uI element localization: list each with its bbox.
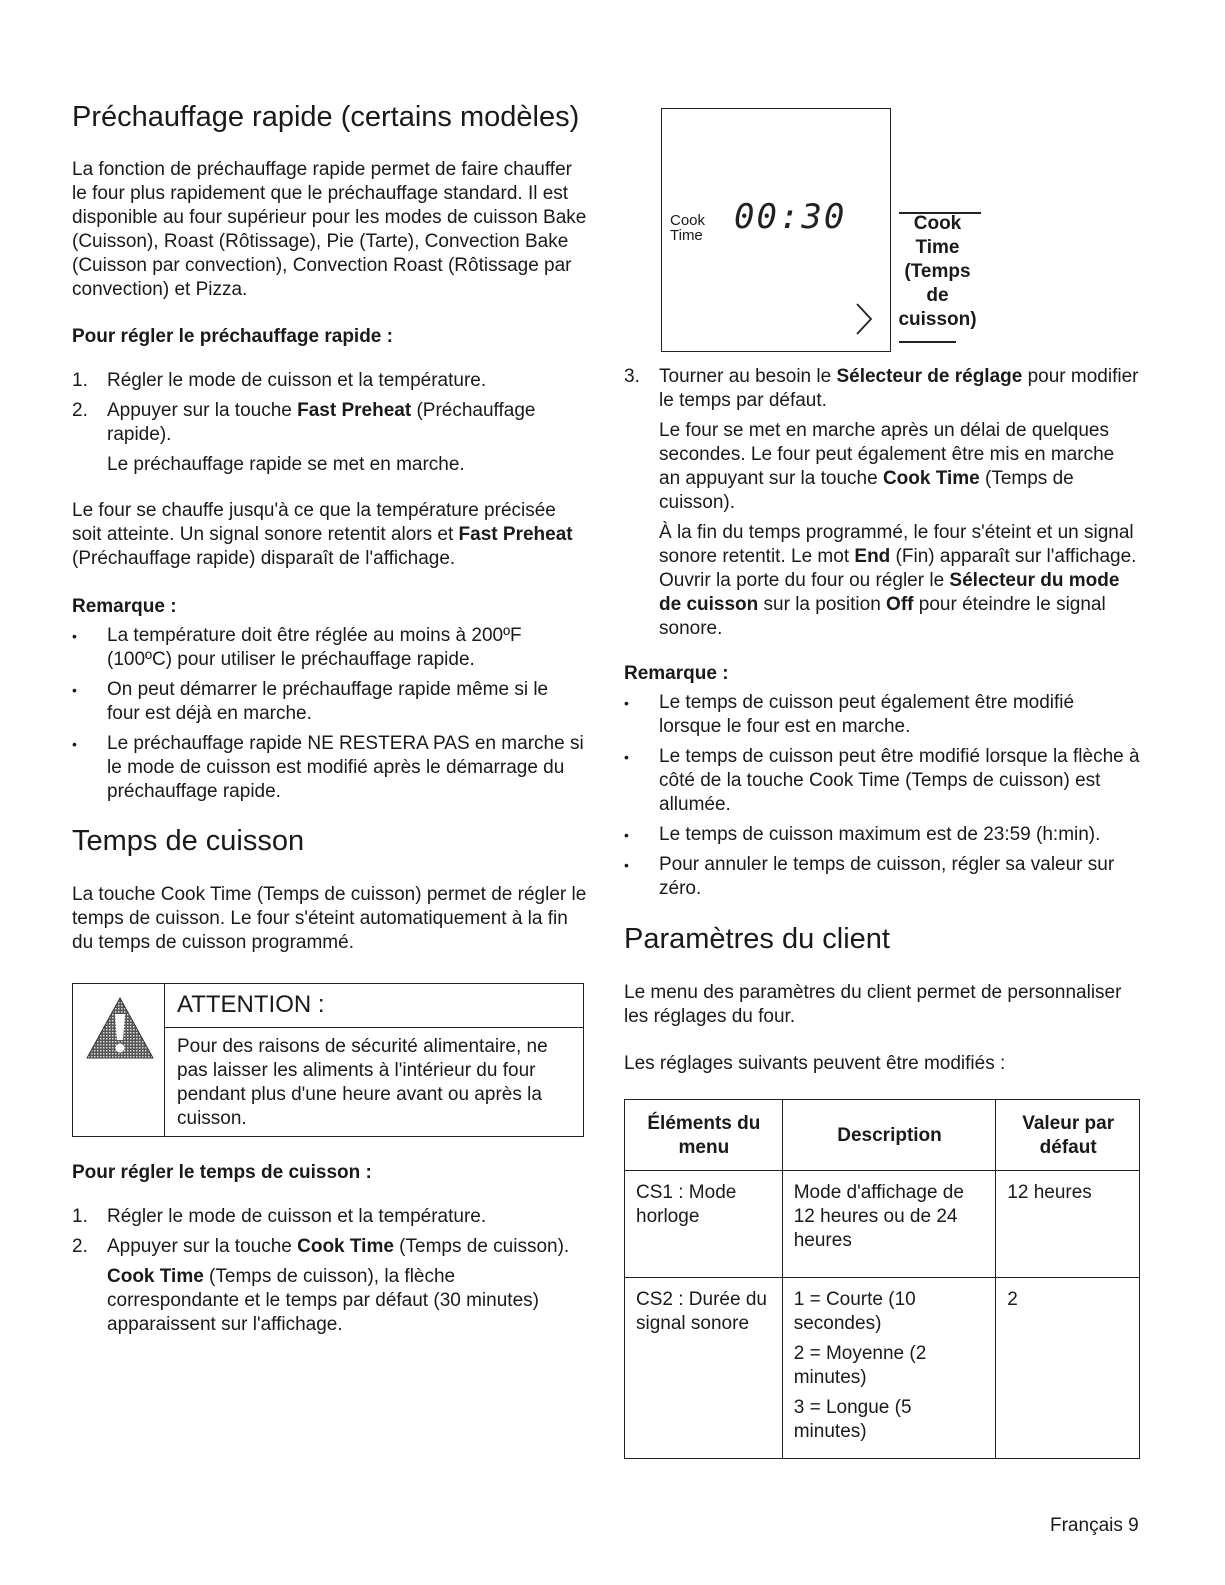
step-substep: Le four se met en marche après un délai de quelques secondes. Le four peut également être mis en marche an appuyant sur la touche Cook Time (Temps de cuisson).	[659, 420, 1115, 513]
display-digits: 00:30	[734, 197, 847, 237]
step-substep: À la fin du temps programmé, le four s'éteint et un signal sonore retentit. Le mot End (Fin) apparaît sur l'affichage. Ouvrir la porte du four ou régler le Sélecteur du mode de cuisson sur la position Off pour éteindre le signal sonore.	[659, 522, 1137, 639]
list-item: • On peut démarrer le préchauffage rapide même si le four est déjà en marche.	[72, 678, 584, 726]
table-row	[625, 1278, 1140, 1459]
table-row	[625, 1171, 1140, 1278]
fast-preheat-intro: La fonction de préchauffage rapide permet de faire chauffer le four plus rapidement que le préchauffage standard. Il est disponible au four supérieur pour les modes de cuisson Bake (Cuisson), Roast (Rôtissage), Pie (Tarte), Convection Bake (Cuisson par convection), Convection Roast (Rôtissage par convection) et Pizza.	[72, 159, 587, 300]
warning-triangle-icon	[85, 996, 155, 1060]
client-settings-heading: Paramètres du client	[624, 923, 890, 955]
warning-text: Pour des raisons de sécurité alimentaire, ne pas laisser les aliments à l'intérieur du four pendant plus d'une heure avant ou après la cuisson.	[177, 1036, 548, 1129]
callout-line	[899, 341, 956, 343]
client-settings-intro: Le menu des paramètres du client permet de personnaliser les réglages du four.	[624, 982, 1122, 1027]
column-header: Valeur par défaut	[996, 1100, 1140, 1171]
table-header-row	[625, 1100, 1140, 1171]
fast-preheat-notes	[72, 624, 584, 810]
display-callout-label: Cook Time (Temps de cuisson)	[898, 213, 977, 330]
fast-preheat-after: Le four se chauffe jusqu'à ce que la température précisée soit atteinte. Un signal sonore retentit alors et Fast Preheat (Préchauffage rapide) disparaît de l'affichage.	[72, 500, 573, 569]
table-cell: 12 heures	[996, 1171, 1140, 1278]
table-cell: 1 = Courte (10 secondes) 2 = Moyenne (2 minutes) 3 = Longue (5 minutes)	[782, 1278, 996, 1459]
cook-time-steps	[72, 1205, 592, 1337]
list-item: 3. Tourner au besoin le Sélecteur de réglage pour modifier le temps par défaut. Le four se met en marche après un délai de quelques secondes. Le four peut également être mis en marche an appuyant sur la touche Cook Time (Temps de cuisson). À la fin du temps programmé, le four s'éteint et un signal sonore retentit. Le mot End (Fin) apparaît sur l'affichage. Ouvrir la porte du four ou régler le Sélecteur du mode de cuisson sur la position Off pour éteindre le signal sonore.	[624, 366, 1139, 639]
cook-time-heading: Temps de cuisson	[72, 825, 305, 857]
list-item: • Le temps de cuisson maximum est de 23:59 (h:min).	[624, 823, 1140, 847]
cook-time-steps-cont	[624, 365, 1140, 641]
step-substep: Cook Time (Temps de cuisson), la flèche correspondante et le temps par défaut (30 minutes) apparaissent sur l'affichage.	[107, 1266, 539, 1335]
step-substep: Le préchauffage rapide se met en marche.	[107, 454, 465, 475]
warning-divider-vertical	[164, 984, 165, 1136]
settings-table	[624, 1099, 1140, 1459]
table-cell: Mode d'affichage de 12 heures ou de 24 heures	[782, 1171, 996, 1278]
note-label: Remarque :	[624, 663, 729, 684]
table-cell: 2	[996, 1278, 1140, 1459]
column-header: Éléments du menu	[625, 1100, 783, 1171]
list-item: 1. Régler le mode de cuisson et la température.	[72, 370, 487, 391]
list-item: 2. Appuyer sur la touche Cook Time (Temps de cuisson). Cook Time (Temps de cuisson), la flèche correspondante et le temps par défaut (30 minutes) apparaissent sur l'affichage.	[72, 1236, 570, 1335]
cook-time-notes	[624, 691, 1140, 907]
list-item: • Le préchauffage rapide NE RESTERA PAS en marche si le mode de cuisson est modifié après le démarrage du préchauffage rapide.	[72, 732, 584, 804]
list-item: 2. Appuyer sur la touche Fast Preheat (Préchauffage rapide). Le préchauffage rapide se met en marche.	[72, 399, 582, 477]
fast-preheat-howto: Pour régler le préchauffage rapide :	[72, 326, 393, 347]
column-header: Description	[782, 1100, 996, 1171]
warning-box	[72, 983, 584, 1137]
fast-preheat-steps	[72, 369, 582, 477]
list-item: • Pour annuler le temps de cuisson, régler sa valeur sur zéro.	[624, 853, 1140, 901]
cook-time-howto: Pour régler le temps de cuisson :	[72, 1162, 372, 1183]
list-item: • La température doit être réglée au moins à 200ºF (100ºC) pour utiliser le préchauffage rapide.	[72, 624, 584, 672]
fast-preheat-heading: Préchauffage rapide (certains modèles)	[72, 101, 580, 133]
warning-divider-horizontal	[164, 1027, 583, 1028]
list-item: • Le temps de cuisson peut être modifié lorsque la flèche à côté de la touche Cook Time (Temps de cuisson) est allumée.	[624, 745, 1140, 817]
page-footer: Français 9	[1050, 1515, 1139, 1536]
table-cell: CS2 : Durée du signal sonore	[625, 1278, 783, 1459]
chevron-right-icon	[854, 302, 874, 336]
cook-time-intro: La touche Cook Time (Temps de cuisson) permet de régler le temps de cuisson. Le four s'éteint automatiquement à la fin du temps de cuisson programmé.	[72, 884, 587, 953]
oven-display	[661, 108, 891, 352]
client-settings-intro2: Les réglages suivants peuvent être modifiés :	[624, 1053, 1006, 1074]
note-label: Remarque :	[72, 596, 177, 617]
list-item: 1. Régler le mode de cuisson et la température.	[72, 1206, 487, 1227]
table-cell: CS1 : Mode horloge	[625, 1171, 783, 1278]
warning-title: ATTENTION :	[177, 991, 325, 1018]
display-cook-time-label: Cook Time	[670, 212, 706, 244]
list-item: • Le temps de cuisson peut également être modifié lorsque le four est en marche.	[624, 691, 1140, 739]
